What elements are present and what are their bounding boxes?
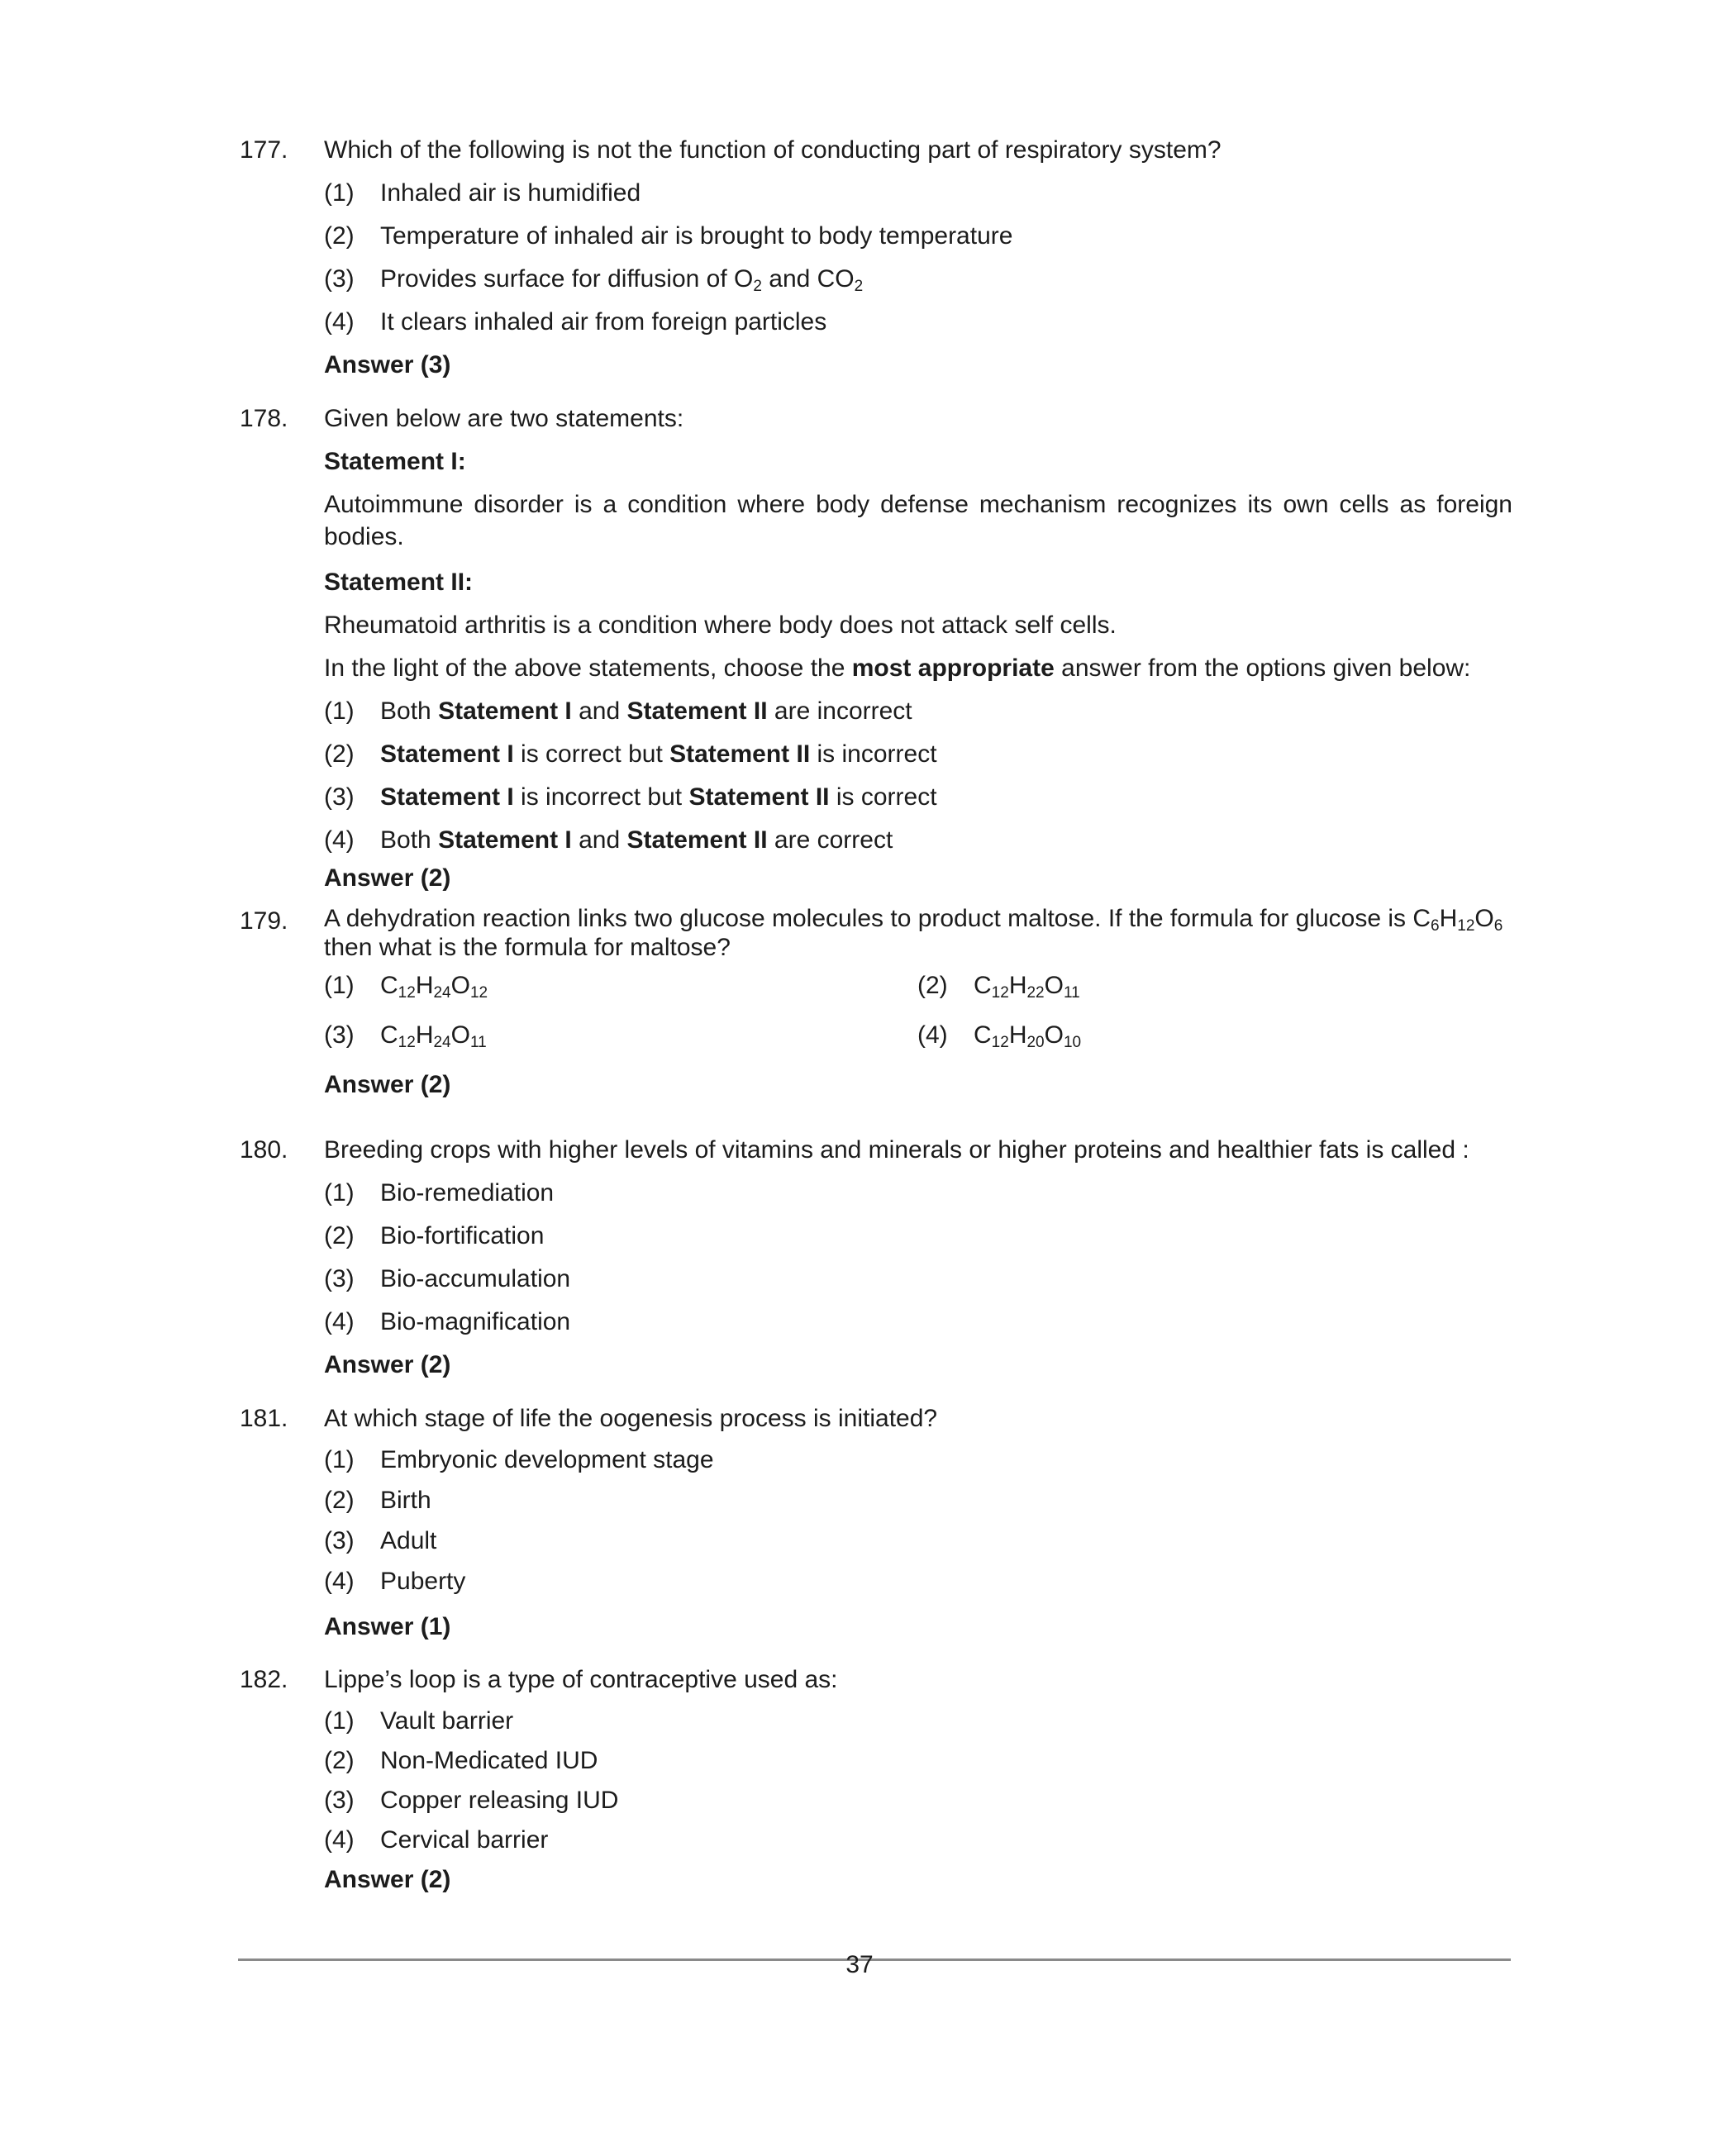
option-label: (2): [324, 1222, 355, 1249]
option-1: [324, 1177, 1512, 1220]
option-text: Birth: [380, 1487, 431, 1514]
option-text: Both Statement I and Statement II are incorrect: [380, 697, 912, 725]
option-label: (1): [324, 697, 355, 725]
option-label: (4): [324, 1826, 355, 1854]
option-text: Copper releasing IUD: [380, 1787, 619, 1814]
answer: Answer (1): [324, 1613, 451, 1640]
option-text: Bio-remediation: [380, 1179, 555, 1207]
option-text: Embryonic development stage: [380, 1446, 714, 1473]
option-3: [324, 1263, 1512, 1306]
option-text: $C_{12}H_{20}O_{10}$: [974, 1021, 1082, 1051]
question-177: [240, 134, 1512, 381]
option-4: [324, 1565, 1512, 1611]
question-text: Which of the following is not the function of conducting part of respiratory system?: [324, 136, 1222, 164]
option-2: [324, 1744, 1512, 1784]
option-label: (3): [324, 1787, 355, 1814]
option-text: $C_{12}H_{22}O_{11}$: [974, 972, 1080, 1002]
option-label: (1): [324, 1446, 355, 1473]
option-label: (4): [917, 1021, 948, 1049]
question-181: [240, 1402, 1512, 1643]
option-1: [324, 177, 1512, 220]
question-179: [240, 905, 1512, 1101]
question-182: [240, 1663, 1512, 1896]
option-label: (2): [324, 222, 355, 250]
option-label: (4): [324, 1568, 355, 1595]
option-label: (3): [324, 783, 355, 811]
option-label: (1): [324, 1707, 355, 1735]
option-text: Statement I is incorrect but Statement II is correct: [380, 783, 937, 811]
question-number: 181.: [240, 1405, 288, 1432]
option-text: Statement I is correct but Statement II is incorrect: [380, 740, 937, 768]
answer: Answer (3): [324, 351, 451, 378]
option-label: (1): [324, 179, 355, 207]
question-text: Given below are two statements:: [324, 405, 684, 432]
statement-2-text: Rheumatoid arthritis is a condition where body does not attack self cells.: [324, 612, 1117, 639]
statement-2-label: Statement II:: [324, 569, 474, 596]
option-1: [324, 695, 1512, 738]
option-1: [324, 1444, 1512, 1484]
question-number: 179.: [240, 907, 288, 935]
option-text: Bio-fortification: [380, 1222, 545, 1249]
option-label: (1): [324, 972, 355, 999]
option-4: [324, 1824, 1512, 1863]
answer: Answer (2): [324, 1866, 451, 1893]
option-3: [324, 1019, 902, 1051]
option-text: Adult: [380, 1527, 437, 1554]
option-label: (2): [324, 1747, 355, 1774]
option-4: [324, 824, 1512, 862]
option-3: [324, 1784, 1512, 1824]
option-label: (4): [324, 308, 355, 336]
option-text: Bio-accumulation: [380, 1265, 571, 1292]
option-text: $C_{12}H_{24}O_{11}$: [380, 1021, 487, 1051]
option-4: [324, 306, 1512, 349]
option-3: [324, 1525, 1512, 1565]
option-2: [324, 1484, 1512, 1525]
option-text: Cervical barrier: [380, 1826, 549, 1854]
option-text: Inhaled air is humidified: [380, 179, 641, 207]
option-2: [324, 738, 1512, 781]
question-text: Breeding crops with higher levels of vitamins and minerals or higher proteins and healthier fats is called :: [324, 1136, 1469, 1164]
answer: Answer (2): [324, 1071, 451, 1098]
option-label: (1): [324, 1179, 355, 1207]
question-number: 182.: [240, 1666, 288, 1693]
option-2: [324, 1220, 1512, 1263]
option-label: (3): [324, 1527, 355, 1554]
option-text: Provides surface for diffusion of $O_2$ and $CO_2$: [380, 265, 864, 295]
option-text: Vault barrier: [380, 1707, 514, 1735]
footer-divider: [238, 1958, 1511, 1961]
question-text: A dehydration reaction links two glucose molecules to product maltose. If the formula for glucose is $C_6H_{12}O_6$ then what is the formula for maltose?: [324, 905, 1503, 961]
option-2: [917, 969, 1496, 1002]
option-2: [324, 220, 1512, 263]
option-4: [917, 1019, 1496, 1051]
page-number: 37: [845, 1951, 874, 1978]
option-text: Non-Medicated IUD: [380, 1747, 598, 1774]
options-grid: [324, 969, 1512, 1068]
option-3: [324, 781, 1512, 824]
question-number: 177.: [240, 136, 288, 164]
option-label: (2): [324, 740, 355, 768]
option-label: (3): [324, 265, 355, 293]
option-text: Temperature of inhaled air is brought to body temperature: [380, 222, 1013, 250]
option-label: (2): [324, 1487, 355, 1514]
statement-1-text: Autoimmune disorder is a condition where body defense mechanism recognizes its own cells as foreign bodies.: [324, 491, 1512, 550]
question-180: [240, 1134, 1512, 1381]
statement-1-label: Statement I:: [324, 448, 466, 475]
question-text: At which stage of life the oogenesis process is initiated?: [324, 1405, 938, 1432]
answer: Answer (2): [324, 1351, 451, 1378]
option-text: Bio-magnification: [380, 1308, 571, 1335]
question-text: Lippe’s loop is a type of contraceptive used as:: [324, 1666, 838, 1693]
option-4: [324, 1306, 1512, 1349]
option-1: [324, 969, 902, 1002]
option-text: It clears inhaled air from foreign particles: [380, 308, 827, 336]
question-number: 180.: [240, 1136, 288, 1164]
option-label: (2): [917, 972, 948, 999]
question-178: [240, 402, 1512, 894]
option-label: (4): [324, 826, 355, 854]
option-text: $C_{12}H_{24}O_{12}$: [380, 972, 488, 1002]
option-3: [324, 263, 1512, 306]
answer: Answer (2): [324, 864, 451, 892]
instruction: In the light of the above statements, choose the most appropriate answer from the options given below:: [324, 654, 1471, 682]
question-number: 178.: [240, 405, 288, 432]
option-label: (4): [324, 1308, 355, 1335]
option-label: (3): [324, 1265, 355, 1292]
option-1: [324, 1705, 1512, 1744]
option-label: (3): [324, 1021, 355, 1049]
option-text: Puberty: [380, 1568, 466, 1595]
option-text: Both Statement I and Statement II are correct: [380, 826, 893, 854]
